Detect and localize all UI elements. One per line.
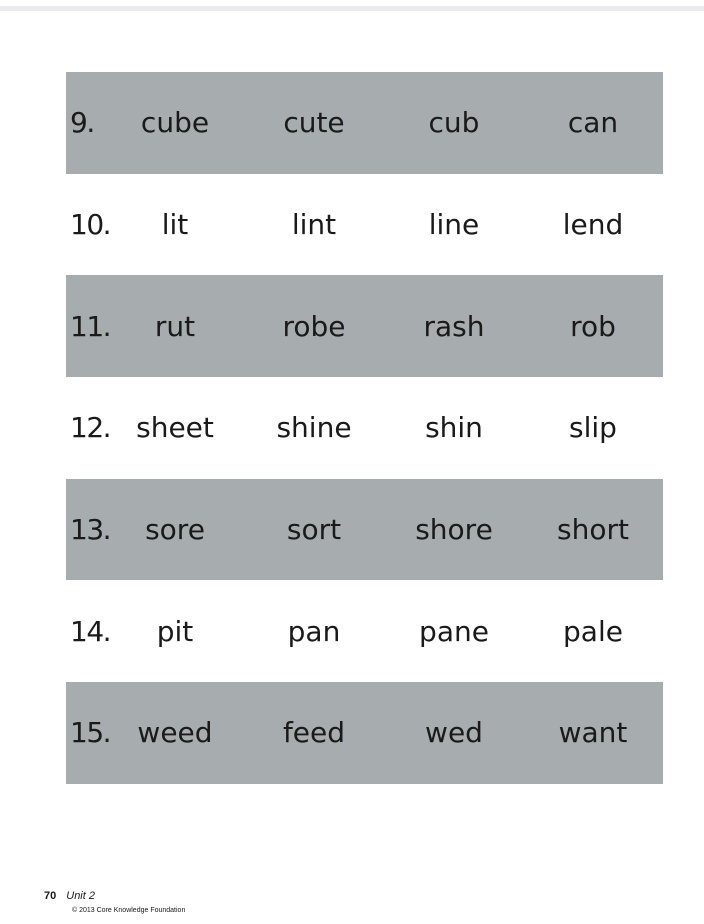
word-option: rash: [423, 309, 485, 343]
word-option: rob: [570, 309, 616, 343]
word-option: shine: [276, 411, 352, 445]
word-option: pit: [156, 614, 194, 648]
item-number: 10.: [70, 208, 111, 242]
word-option: feed: [282, 716, 346, 750]
page-number: 70: [44, 890, 57, 902]
word-option: sort: [286, 513, 342, 547]
word-option: lint: [291, 208, 337, 242]
word-option: slip: [569, 411, 617, 445]
word-table: [66, 72, 663, 784]
word-row-14: [66, 580, 663, 682]
word-option: pan: [287, 614, 341, 648]
word-option: want: [558, 716, 628, 750]
page-footer: [44, 889, 186, 914]
item-number: 13.: [70, 513, 111, 547]
item-number: 12.: [70, 411, 111, 445]
word-option: rut: [154, 309, 196, 343]
word-option: pane: [419, 614, 489, 648]
word-option: lend: [562, 208, 624, 242]
word-option: sore: [145, 513, 205, 547]
word-option: line: [428, 208, 480, 242]
unit-label: Unit 2: [66, 890, 95, 902]
word-option: robe: [282, 309, 346, 343]
word-option: wed: [425, 716, 483, 750]
word-row-11: [66, 275, 663, 377]
word-row-9: [66, 72, 663, 174]
footer-page-line: [44, 889, 95, 903]
top-rule: [0, 6, 704, 11]
word-option: pale: [563, 614, 623, 648]
word-row-10: [66, 174, 663, 276]
word-option: cub: [428, 106, 480, 140]
word-option: sheet: [136, 411, 214, 445]
word-row-12: [66, 377, 663, 479]
item-number: 9.: [70, 106, 94, 140]
word-option: cube: [140, 106, 210, 140]
word-option: weed: [137, 716, 213, 750]
item-number: 14.: [70, 614, 111, 648]
word-row-15: [66, 682, 663, 784]
word-option: shin: [425, 411, 483, 445]
item-number: 11.: [70, 309, 111, 343]
word-option: short: [557, 513, 629, 547]
word-option: can: [567, 106, 619, 140]
copyright-notice: © 2013 Core Knowledge Foundation: [72, 907, 186, 914]
word-option: lit: [161, 208, 189, 242]
word-option: cute: [283, 106, 345, 140]
word-option: shore: [415, 513, 493, 547]
item-number: 15.: [70, 716, 111, 750]
word-row-13: [66, 479, 663, 581]
